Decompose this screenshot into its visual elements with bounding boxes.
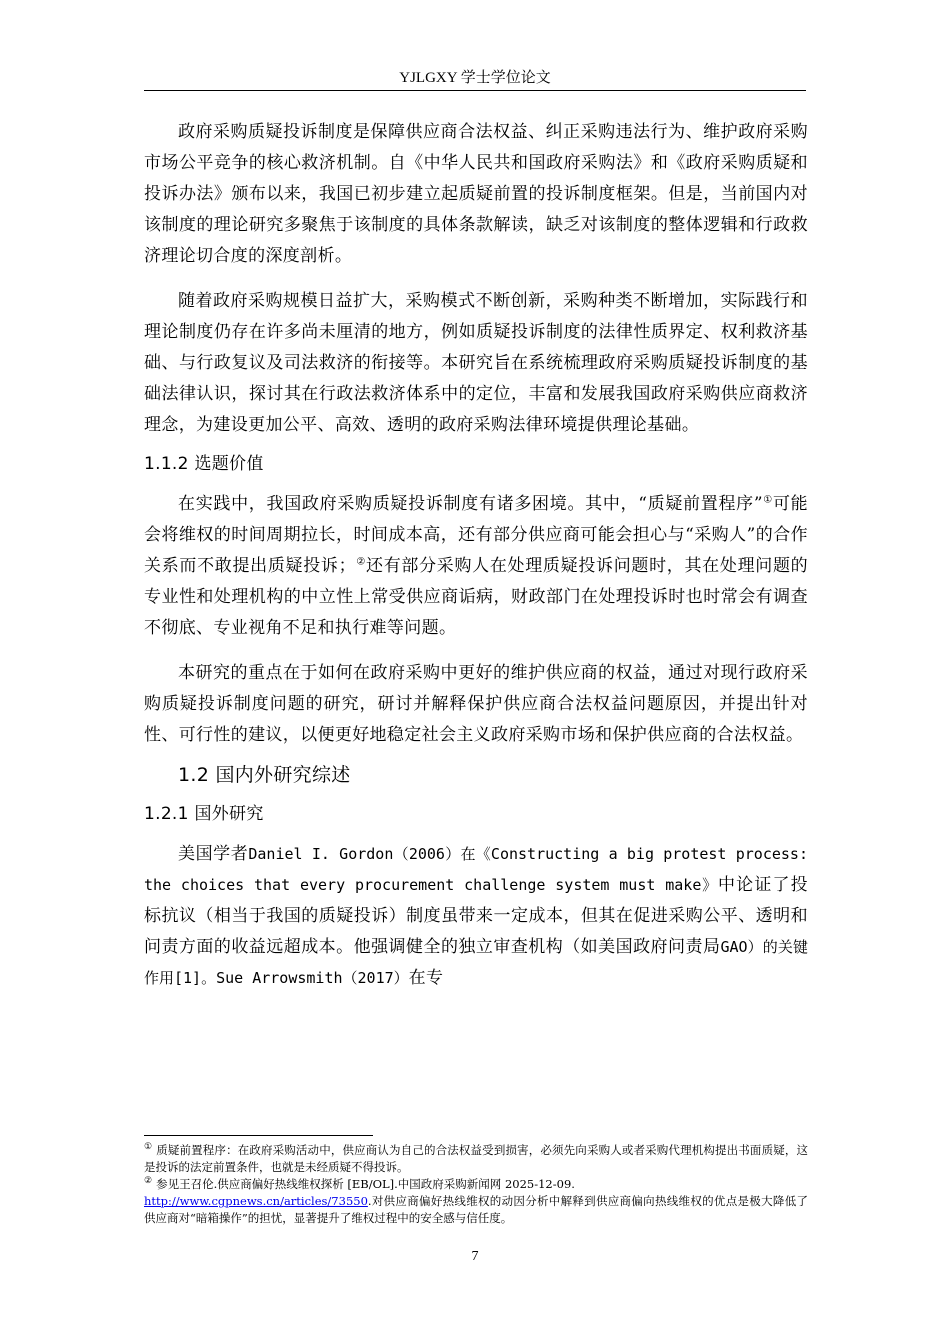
footnotes: [144, 1142, 808, 1227]
footnote-1-text: 质疑前置程序：在政府采购活动中，供应商认为自己的合法权益受到损害，必须先向采购人或者采购代理机构提出书面质疑，这是投诉的法定前置条件，也就是未经质疑不得投诉。: [144, 1143, 808, 1174]
footnote-rule: [144, 1135, 373, 1136]
footnote-ref-2[interactable]: ②: [355, 556, 366, 568]
heading-1-1-2: 1.1.2 选题价值: [144, 454, 264, 474]
paragraph-3-part-b: 可能会将维权的时间周期拉长，时间成本高，还有部分供应商可能会担心与“采购人”的合作关系而不敢提出质疑投诉；: [144, 494, 809, 576]
paragraph-5: [144, 839, 808, 994]
page-number: 7: [471, 1249, 479, 1264]
header-rule: [144, 90, 806, 91]
paragraph-2: 随着政府采购规模日益扩大，采购模式不断创新，采购种类不断增加，实际践行和理论制度仍存在许多尚未厘清的地方，例如质疑投诉制度的法律性质界定、权利救济基础、与行政复议及司法救济的衔接等。本研究旨在系统梳理政府采购质疑投诉制度的基础法律认识，探讨其在行政法救济体系中的定位，丰富和发展我国政府采购供应商救济理念，为建设更加公平、高效、透明的政府采购法律环境提供理论基础。: [144, 291, 808, 435]
paragraph-3: [144, 489, 808, 644]
footnote-mark-1: ①: [144, 1142, 153, 1153]
heading-1-2: 1.2 国内外研究综述: [178, 764, 351, 786]
running-header: YJLGXY 学士学位论文: [399, 70, 551, 86]
footnote-1: [144, 1142, 808, 1176]
footnote-2-text-a: 参见王召伦.供应商偏好热线维权探析 [EB/OL].中国政府采购新闻网 2025-12-09.: [156, 1177, 575, 1191]
paragraph-5-part-a: 美国学者: [178, 844, 249, 864]
paragraph-5-part-c: 中论证了投标抗议（相当于我国的质疑投诉）制度虽带来一定成本，但其在促进采购公平、透明和问责方面的收益远超成本。他强调健全的独立审查机构（如美国政府问责局: [144, 875, 808, 957]
paragraph-3-part-c: 还有部分采购人在处理质疑投诉问题时，其在处理问题的专业性和处理机构的中立性上常受供应商诟病，财政部门在处理投诉时也时常会有调查不彻底、专业视角不足和执行难等问题。: [144, 556, 808, 638]
paragraph-1: 政府采购质疑投诉制度是保障供应商合法权益、纠正采购违法行为、维护政府采购市场公平竞争的核心救济机制。自《中华人民共和国政府采购法》和《政府采购质疑和投诉办法》颁布以来，我国已初步建立起质疑前置的投诉制度框架。但是，当前国内对该制度的理论研究多聚焦于该制度的具体条款解读，缺乏对该制度的整体逻辑和行政救济理论切合度的深度剖析。: [144, 122, 808, 266]
paragraph-4: 本研究的重点在于如何在政府采购中更好的维护供应商的权益，通过对现行政府采购质疑投诉制度问题的研究，研讨并解释保护供应商合法权益问题原因，并提出针对性、可行性的建议，以便更好地稳定社会主义政府采购市场和保护供应商的合法权益。: [144, 663, 808, 745]
footnote-mark-2: ②: [144, 1176, 153, 1187]
footnote-2-link[interactable]: http://www.cgpnews.cn/articles/73550: [144, 1194, 368, 1208]
body-text: [144, 117, 808, 1008]
footnote-2: [144, 1176, 808, 1227]
paragraph-5-part-d: GAO）的关键作用[1]。Sue Arrowsmith（2017）: [144, 938, 809, 987]
paragraph-5-part-e: 在专: [408, 968, 444, 988]
paragraph-3-part-a: 在实践中，我国政府采购质疑投诉制度有诸多困境。其中，“质疑前置程序”: [178, 494, 763, 514]
footnote-2-text-b: .对供应商偏好热线维权的动因分析中解释到供应商偏向热线维权的优点是极大降低了供应商对“暗箱操作”的担忧，显著提升了维权过程中的安全感与信任度。: [144, 1194, 808, 1225]
heading-1-2-1: 1.2.1 国外研究: [144, 804, 264, 824]
paragraph-5-part-b: Daniel I. Gordon（2006）在《Constructing a big protest process: the choices that every procurement challenge system must make》: [144, 845, 808, 894]
footnote-ref-1[interactable]: ①: [762, 494, 773, 506]
